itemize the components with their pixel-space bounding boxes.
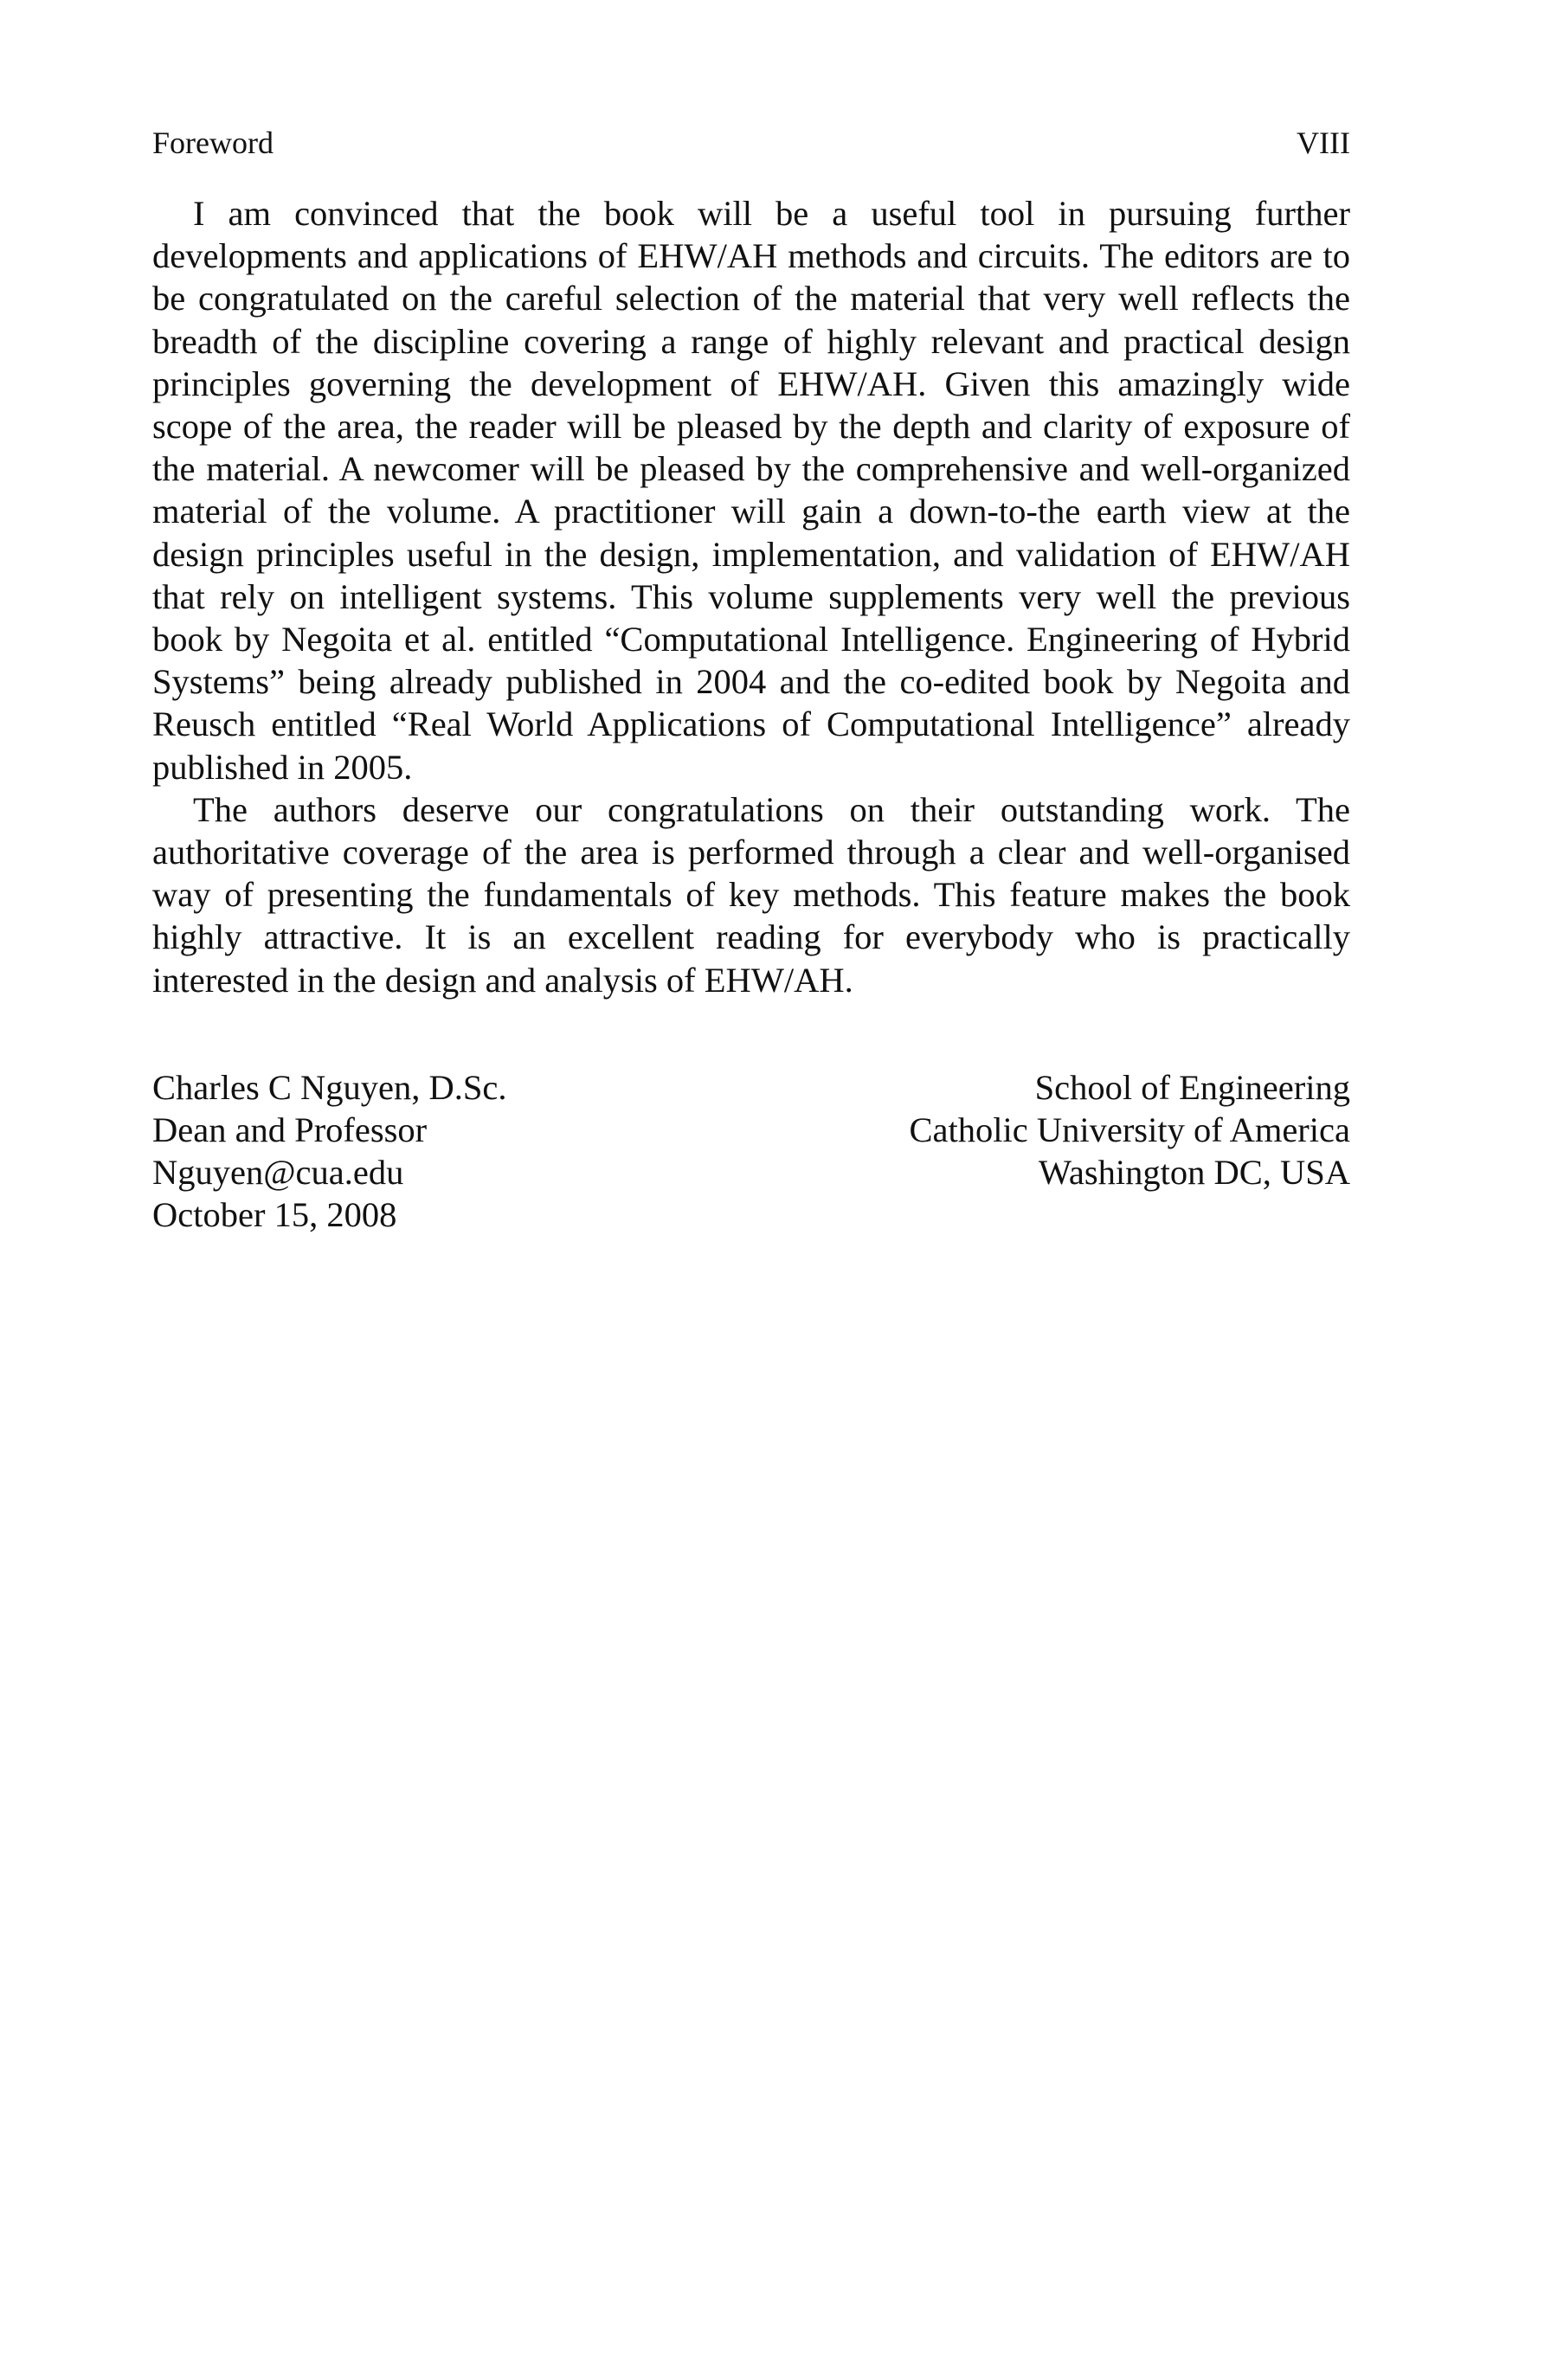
paragraph: I am convinced that the book will be a useful tool in pursuing further developments and applications of EHW/AH methods and circuits. The editors are to be congratulated on the careful selection of the material that very well reflects the breadth of the discipline covering a range of highly relevant and practical design principles governing the development of EHW/AH. Given this amazingly wide scope of the area, the reader will be pleased by the depth and clarity of exposure of the material. A newcomer will be pleased by the comprehensive and well-organized material of the volume. A practitioner will gain a down-to-the earth view at the design principles useful in the design, implementation, and validation of EHW/AH that rely on intelligent systems. This volume supplements very well the previous book by Negoita et al. entitled “Computational Intelligence. Engineering of Hybrid Systems” being already published in 2004 and the co-edited book by Negoita and Reusch entitled “Real World Applications of Computational Intelligence” already published in 2005. <box>152 194 1350 787</box>
page-number: VIII <box>1297 125 1350 160</box>
signature-affiliation-block <box>910 1066 1351 1193</box>
signature-author-block <box>152 1066 506 1236</box>
affiliation-school: School of Engineering <box>1034 1068 1350 1107</box>
affiliation-location: Washington DC, USA <box>1038 1153 1350 1192</box>
author-email: Nguyen@cua.edu <box>152 1153 404 1192</box>
author-name: Charles C Nguyen, D.Sc. <box>152 1068 507 1107</box>
foreword-body <box>152 192 1350 1001</box>
affiliation-university: Catholic University of America <box>909 1110 1350 1149</box>
section-title: Foreword <box>152 125 274 160</box>
running-header <box>152 123 1350 163</box>
author-title: Dean and Professor <box>152 1110 428 1149</box>
signature-date: October 15, 2008 <box>152 1195 397 1234</box>
paragraph: The authors deserve our congratulations on their outstanding work. The authoritative coverage of the area is performed through a clear and well-organised way of presenting the fundamentals of key methods. This feature makes the book highly attractive. It is an excellent reading for everybody who is practically interested in the design and analysis of EHW/AH. <box>152 789 1350 1000</box>
